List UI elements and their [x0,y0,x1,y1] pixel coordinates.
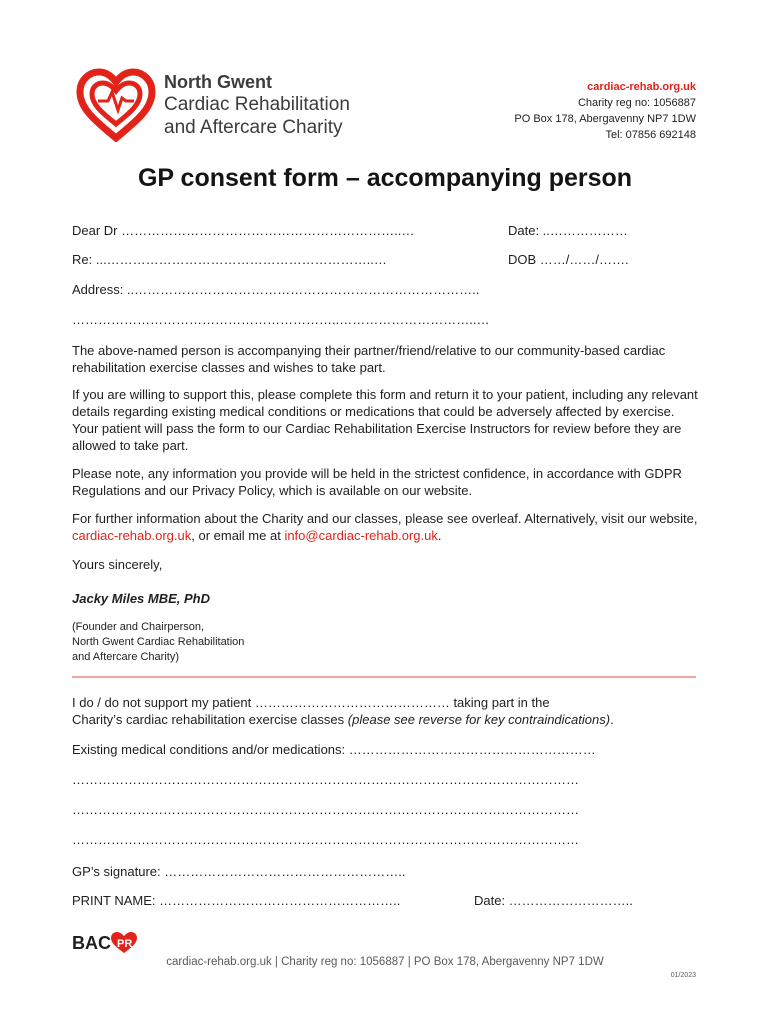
closing: Yours sincerely, [72,557,163,572]
bacpr-logo [72,929,158,957]
footer-text: cardiac-rehab.org.uk | Charity reg no: 1056887 | PO Box 178, Abergavenny NP7 1DW [166,956,604,968]
address-field-line-2[interactable]: ……………………………………………………..…………………………..… [72,312,490,327]
conditions-line-1[interactable]: ……………………………………………………………………………………………………… [72,772,579,787]
dob-field[interactable]: DOB ……/……/……. [508,252,629,267]
print-name-field[interactable]: PRINT NAME: ……………………………………………….. [72,893,401,908]
telephone: Tel: 07856 692148 [605,129,696,141]
section-divider [72,676,696,678]
date-field[interactable]: Date: ..……………… [508,223,628,238]
dear-dr-field[interactable]: Dear Dr ………………………………………………………..… [72,223,415,238]
role-line-3: and Aftercare Charity) [72,651,179,663]
gp-support-statement [72,694,702,728]
logo-line-3: and Aftercare Charity [164,117,343,138]
gp-signature-field[interactable]: GP’s signature: ……………………………………………….. [72,864,406,879]
further-info-text: For further information about the Charity and our classes, please see overleaf. Alternatively, visit our website, [72,511,698,526]
support-request-paragraph: If you are willing to support this, please complete this form and return it to your patient, including any relevant details regarding existing medical conditions or medications that could be adversely affected by exercise. Your patient will pass the form to our Cardiac Rehabilitation Exercise Instructors for review before they are allowed to take part. [72,387,698,453]
heart-logo-icon [76,68,156,142]
website-link[interactable]: cardiac-rehab.org.uk [587,81,696,93]
support-end: . [610,712,614,727]
support-line-1[interactable]: I do / do not support my patient ……………………………………… taking part in the [72,695,550,710]
logo-line-2: Cardiac Rehabilitation [164,94,350,115]
logo-line-1: North Gwent [164,72,272,92]
version-label: 01/2023 [670,972,696,979]
signatory-name: Jacky Miles MBE, PhD [72,591,210,606]
postal-address: PO Box 178, Abergavenny NP7 1DW [514,113,696,125]
support-text: Charity’s cardiac rehabilitation exercise classes [72,712,348,727]
contact-block [514,79,696,143]
gp-date-field[interactable]: Date: ……………………….. [474,893,633,908]
further-info-text-2: , or email me at [191,528,285,543]
support-line-2 [72,711,702,728]
svg-text:PR: PR [117,938,133,950]
signatory-role [72,620,702,665]
page-title: GP consent form – accompanying person [137,164,633,192]
charity-logo [76,68,386,144]
role-line-2: North Gwent Cardiac Rehabilitation [72,636,245,648]
further-info-end: . [437,528,442,543]
further-info-paragraph [72,510,702,544]
svg-text:BAC: BAC [72,933,111,953]
address-field[interactable]: Address: ..…………………………………………………………………….. [72,282,480,297]
re-field[interactable]: Re: ...……………………………………………………..… [72,252,387,267]
website-link-inline[interactable]: cardiac-rehab.org.uk [72,528,192,543]
contraindications-note: (please see reverse for key contraindications) [347,712,611,727]
intro-paragraph: The above-named person is accompanying their partner/friend/relative to our community-based cardiac rehabilitation exercise classes and wishes to take part. [72,343,666,375]
confidentiality-paragraph: Please note, any information you provide will be held in the strictest confidence, in accordance with GDPR Regulations and our Privacy Policy, which is available on our website. [72,466,682,498]
medical-conditions-field[interactable]: Existing medical conditions and/or medications: ………………………………………………… [72,742,596,757]
email-link[interactable]: info@cardiac-rehab.org.uk [284,528,438,543]
bacpr-logo-icon [72,929,158,957]
role-line-1: (Founder and Chairperson, [72,621,205,633]
charity-reg: Charity reg no: 1056887 [577,97,696,109]
conditions-line-3[interactable]: ……………………………………………………………………………………………………… [72,832,579,847]
conditions-line-2[interactable]: ……………………………………………………………………………………………………… [72,802,579,817]
